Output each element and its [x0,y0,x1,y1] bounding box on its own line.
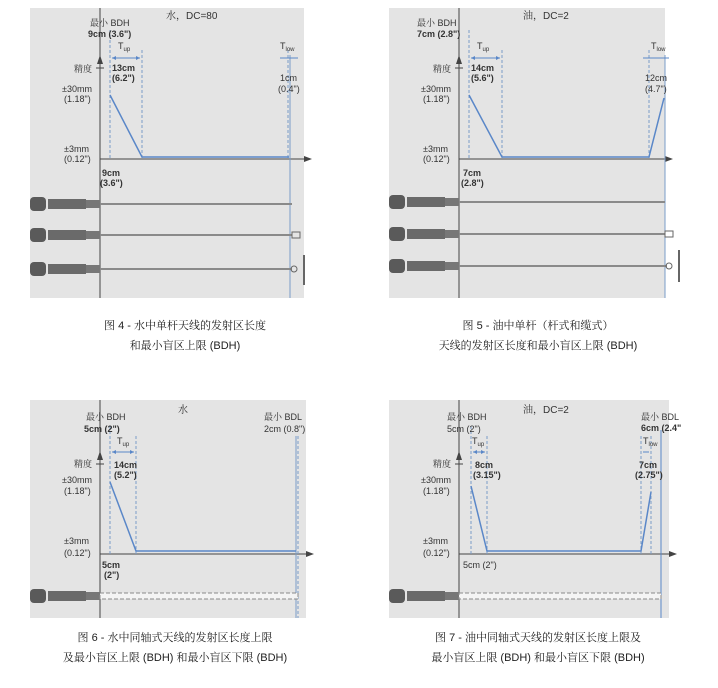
low-zone-length: 12cm [645,73,668,83]
sensor-thread [407,591,445,601]
x-axis-arrow [306,551,314,557]
accuracy-low-inch: (0.12") [423,548,450,558]
bdl-label: 最小 BDL [641,412,680,422]
low-zone-length-inch: (0.4") [278,84,300,94]
bottom-bdh-inch: (2.8") [461,178,484,188]
accuracy-low-inch: (0.12") [423,154,450,164]
diagram-header: 油，DC=2 [523,11,569,22]
diagram-header: 油，DC=2 [523,405,569,416]
sensor-head [30,228,46,242]
caption-line-2: 最小盲区上限 (BDH) 和最小盲区下限 (BDH) [431,652,645,664]
bdh-value: 5cm (2") [84,424,120,434]
sensor-flange [445,592,459,600]
up-zone-length: 8cm [475,460,494,470]
plot-background [389,400,669,618]
bottom-bdh: 7cm [463,168,482,178]
low-zone-length: 7cm [639,460,658,470]
sensor-head [30,589,46,603]
accuracy-label: 精度 [433,459,452,469]
accuracy-high: ±30mm [421,475,451,485]
low-zone-length-inch: (4.7") [645,84,667,94]
sensor-flange [86,231,100,239]
tlow-label: $T_{low}$ [643,436,658,448]
accuracy-high-inch: (1.18") [423,94,450,104]
bdh-label: 最小 BDH [90,18,130,28]
accuracy-label: 精度 [74,64,93,74]
sensor-head [389,227,405,241]
figure-5-diagram [359,0,718,360]
up-zone-length: 14cm [114,460,138,470]
bdl-value: 6cm (2.4" [641,423,682,433]
accuracy-high: ±30mm [62,84,92,94]
accuracy-low-inch: (0.12") [64,548,91,558]
x-axis-arrow [304,156,312,162]
caption-line-1: 图 5 - 油中单杆（杆式和缆式） [462,320,614,332]
figure-caption [10,628,340,668]
sensor-flange [86,200,100,208]
sensor-flange [445,262,459,270]
figure-4 [0,0,359,360]
figure-4-diagram [0,0,359,360]
figure-caption [373,628,703,668]
accuracy-low: ±3mm [423,536,448,546]
sensor-thread [407,229,445,239]
tup-label: $T_{up}$ [117,436,130,448]
sensor-thread [407,197,445,207]
sensor-flange [86,592,100,600]
tlow-label: $T_{low}$ [651,41,666,53]
bdh-value: 7cm (2.8") [417,29,461,39]
sensor-thread [48,230,86,240]
coaxial-tube [100,593,298,599]
figure-7 [359,396,718,688]
sensor-thread [407,261,445,271]
bdh-label: 最小 BDH [86,412,126,422]
up-zone-length: 13cm [112,63,136,73]
low-zone-length: 1cm [280,73,298,83]
caption-line-1: 图 7 - 油中同轴式天线的发射区长度上限及 [435,632,641,644]
sensor-head [389,589,405,603]
up-zone-length-inch: (5.2") [114,470,137,480]
bdh-value: 5cm (2") [447,424,481,434]
accuracy-high: ±30mm [421,84,451,94]
low-zone-length-inch: (2.75") [635,470,663,480]
tup-label: $T_{up}$ [472,436,485,448]
diagram-header: 水 [178,405,188,416]
sensor-flange [445,230,459,238]
accuracy-high-inch: (1.18") [64,94,91,104]
accuracy-label: 精度 [74,459,93,469]
accuracy-high: ±30mm [62,475,92,485]
sensor-thread [48,264,86,274]
figure-caption [373,316,703,356]
bottom-bdh: 5cm [102,560,121,570]
tup-label: $T_{up}$ [118,41,131,53]
x-axis-arrow [665,156,673,162]
bdl-label: 最小 BDL [264,412,303,422]
sensor-head [30,197,46,211]
bottom-bdh-inch: (2") [104,570,120,580]
sensor-head [30,262,46,276]
up-zone-length-inch: (6.2") [112,73,135,83]
sensor-head [389,259,405,273]
figure-5 [359,0,718,360]
bottom-bdh: 9cm [102,168,121,178]
up-zone-length: 14cm [471,63,495,73]
figure-caption [20,316,350,356]
sensor-flange [445,198,459,206]
bdl-value: 2cm (0.8") [264,424,306,434]
sensor-thread [48,591,86,601]
x-axis-arrow [669,551,677,557]
accuracy-low: ±3mm [64,536,89,546]
coaxial-tube [459,593,661,599]
bottom-bdh: 5cm (2") [463,560,497,570]
sensor-thread [48,199,86,209]
bdh-label: 最小 BDH [417,18,457,28]
caption-line-1: 图 4 - 水中单杆天线的发射区长度 [104,320,266,332]
caption-line-2: 天线的发射区长度和最小盲区上限 (BDH) [438,340,638,352]
end-weight [665,231,673,237]
accuracy-high-inch: (1.18") [423,486,450,496]
diagram-header: 水，DC=80 [166,11,218,22]
sensor-flange [86,265,100,273]
accuracy-low-inch: (0.12") [64,154,91,164]
caption-line-2: 和最小盲区上限 (BDH) [129,340,241,352]
tup-label: $T_{up}$ [477,41,490,53]
up-zone-length-inch: (3.15") [473,470,501,480]
caption-line-1: 图 6 - 水中同轴式天线的发射区长度上限 [77,632,273,644]
tlow-label: $T_{low}$ [280,41,295,53]
caption-line-2: 及最小盲区上限 (BDH) 和最小盲区下限 (BDH) [62,652,288,664]
bdh-value: 9cm (3.6") [88,29,132,39]
bdh-label: 最小 BDH [447,412,487,422]
up-zone-length-inch: (5.6") [471,73,494,83]
bottom-bdh-inch: (3.6") [100,178,123,188]
accuracy-low: ±3mm [423,144,448,154]
figure-6 [0,396,359,688]
sensor-head [389,195,405,209]
accuracy-label: 精度 [433,64,452,74]
accuracy-low: ±3mm [64,144,89,154]
accuracy-high-inch: (1.18") [64,486,91,496]
